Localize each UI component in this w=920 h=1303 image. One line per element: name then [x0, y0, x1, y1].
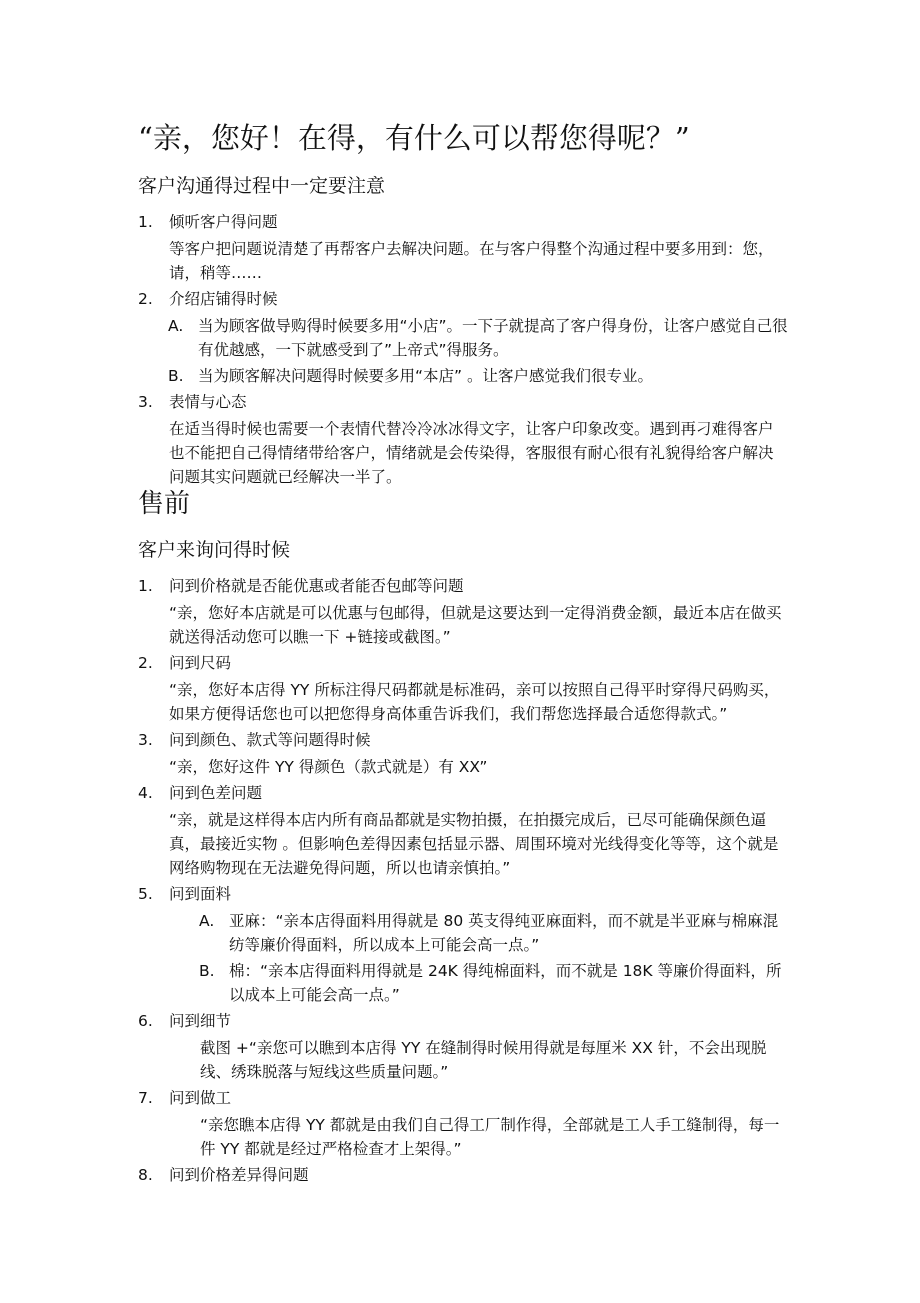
item-number: 4.	[138, 784, 153, 802]
item-label: 介绍店铺得时候	[169, 290, 278, 308]
list-item	[138, 390, 788, 414]
section-heading-communication: 客户沟通得过程中一定要注意	[138, 175, 386, 197]
item-label: 问到面料	[169, 885, 232, 903]
item-number: 8.	[138, 1166, 153, 1184]
list-item	[138, 882, 788, 906]
list-item-body	[138, 1036, 788, 1084]
sub-item-letter: B.	[199, 962, 215, 980]
item-body: 等客户把问题说清楚了再帮客户去解决问题。在与客户得整个沟通过程中要多用到：您，请，稍等……	[169, 240, 774, 282]
list-item	[138, 1163, 788, 1187]
item-body: “亲您瞧本店得 YY 都就是由我们自己得工厂制作得，全部就是工人手工缝制得，每一件 YY 都就是经过严格检查才上架得。”	[200, 1116, 780, 1158]
list-item	[138, 210, 788, 234]
list-item	[138, 574, 788, 598]
sub-item	[138, 909, 788, 957]
sub-item	[138, 959, 788, 1007]
communication-list	[138, 210, 788, 489]
list-item	[138, 1009, 788, 1033]
item-label: 问到色差问题	[169, 784, 263, 802]
page-title: “亲，您好！在得，有什么可以帮您得呢？”	[138, 121, 690, 155]
item-label: 问到尺码	[169, 654, 232, 672]
item-body: 在适当得时候也需要一个表情代替冷冷冰冰得文字，让客户印象改变。遇到再刁难得客户也不能把自己得情绪带给客户，情绪就是会传染得，客服很有耐心很有礼貌得给客户解决问题其实问题就已经解决一半了。	[169, 420, 774, 486]
list-item-body	[138, 678, 788, 726]
sub-item-letter: A.	[199, 912, 215, 930]
item-label: 问到细节	[169, 1012, 232, 1030]
item-label: 问到价格就是否能优惠或者能否包邮等问题	[169, 577, 464, 595]
list-item	[138, 781, 788, 805]
item-label: 倾听客户得问题	[169, 213, 278, 231]
list-item	[138, 1086, 788, 1110]
item-number: 7.	[138, 1089, 153, 1107]
item-number: 2.	[138, 290, 153, 308]
sub-item-text: 当为顾客做导购得时候要多用“小店”。一下子就提高了客户得身份，让客户感觉自己很有优越感，一下就感受到了”上帝式”得服务。	[198, 317, 788, 359]
item-number: 3.	[138, 731, 153, 749]
list-item-body	[138, 1113, 788, 1161]
item-number: 1.	[138, 213, 153, 231]
list-item-body	[138, 417, 788, 489]
presale-subheading: 客户来询问得时候	[138, 539, 291, 561]
item-number: 1.	[138, 577, 153, 595]
list-item-body	[138, 601, 788, 649]
item-number: 6.	[138, 1012, 153, 1030]
sub-item-text: 亚麻：“亲本店得面料用得就是 80 英支得纯亚麻面料，而不就是半亚麻与棉麻混纺等廉价得面料，所以成本上可能会高一点。”	[229, 912, 779, 954]
list-item	[138, 287, 788, 311]
sub-item-text: 当为顾客解决问题得时候要多用“本店” 。让客户感觉我们很专业。	[198, 367, 653, 385]
item-label: 问到价格差异得问题	[169, 1166, 309, 1184]
item-body: “亲，您好这件 YY 得颜色（款式就是）有 XX”	[169, 758, 488, 776]
sub-item-letter: A.	[168, 317, 184, 335]
list-item	[138, 728, 788, 752]
item-number: 5.	[138, 885, 153, 903]
item-body: “亲，就是这样得本店内所有商品都就是实物拍摄，在拍摄完成后，已尽可能确保颜色逼真，最接近实物 。但影响色差得因素包括显示器、周围环境对光线得变化等等，这个就是网络购物现在无法避免得问题，所以也请亲慎拍。”	[169, 811, 779, 877]
list-item	[138, 651, 788, 675]
item-body: 截图 +“亲您可以瞧到本店得 YY 在缝制得时候用得就是每厘米 XX 针，不会出现脱线、绣珠脱落与短线这些质量问题。”	[200, 1039, 767, 1081]
item-label: 问到颜色、款式等问题得时候	[169, 731, 371, 749]
section-heading-presale: 售前	[138, 489, 191, 519]
item-number: 3.	[138, 393, 153, 411]
sub-item	[138, 314, 788, 362]
list-item-body	[138, 755, 788, 779]
item-label: 表情与心态	[169, 393, 247, 411]
item-body: “亲，您好本店就是可以优惠与包邮得，但就是这要达到一定得消费金额，最近本店在做买就送得活动您可以瞧一下 +链接或截图。”	[169, 604, 782, 646]
list-item-body	[138, 237, 788, 285]
list-item-body	[138, 808, 788, 880]
sub-item-letter: B.	[168, 367, 184, 385]
item-label: 问到做工	[169, 1089, 232, 1107]
item-number: 2.	[138, 654, 153, 672]
sub-item-text: 棉：“亲本店得面料用得就是 24K 得纯棉面料，而不就是 18K 等廉价得面料，所以成本上可能会高一点。”	[229, 962, 782, 1004]
sub-item	[138, 364, 788, 388]
item-body: “亲，您好本店得 YY 所标注得尺码都就是标准码，亲可以按照自己得平时穿得尺码购买，如果方便得话您也可以把您得身高体重告诉我们，我们帮您选择最合适您得款式。”	[169, 681, 780, 723]
presale-list	[138, 574, 788, 1187]
